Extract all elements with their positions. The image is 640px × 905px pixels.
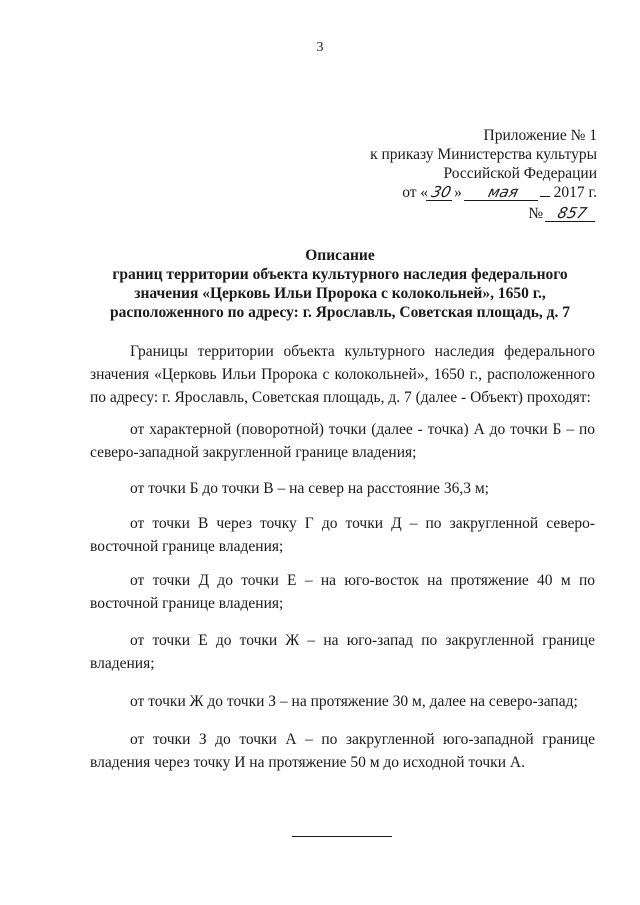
paragraph-3 [90, 477, 595, 500]
date-prefix: от « [402, 184, 429, 201]
paragraph-line: владения через точку И на протяжение 50 м до исходной точки А. [90, 754, 525, 771]
paragraph-6 [90, 629, 595, 675]
title-line-4: расположенного по адресу: г. Ярославль, Советская площадь, д. 7 [110, 304, 570, 321]
paragraph-line: от точки З до точки А – по закругленной юго-западной границе [130, 731, 595, 748]
paragraph-7 [90, 690, 595, 713]
document-title [60, 246, 620, 322]
paragraph-8 [90, 728, 595, 774]
paragraph-1 [90, 340, 595, 409]
paragraph-line: восточной границе владения; [90, 538, 284, 555]
appendix-date [370, 183, 597, 202]
date-underline [540, 196, 550, 197]
handwritten-number: 857 [545, 206, 599, 222]
date-year: 2017 г. [553, 184, 597, 201]
page-number: 3 [316, 40, 324, 55]
date-mid: » [454, 184, 462, 201]
paragraph-line: от точки Д до точки Е – на юго-восток на протяжение 40 м по [130, 572, 595, 589]
paragraph-line: от точки В через точку Г до точки Д – по закругленной северо- [130, 515, 595, 532]
handwritten-month: мая [464, 185, 542, 201]
title-line-3: значения «Церковь Ильи Пророка с колокольней», 1650 г., [134, 285, 546, 302]
paragraph-line: значения «Церковь Ильи Пророка с колокольней», 1650 г., расположенного [90, 366, 595, 383]
appendix-number [370, 204, 597, 223]
paragraph-line: от точки Б до точки В – на север на расстояние 36,3 м; [130, 480, 489, 497]
appendix-header [370, 126, 597, 223]
paragraph-line: от точки Ж до точки З – на протяжение 30 м, далее на северо-запад; [130, 693, 578, 710]
paragraph-line: по адресу: г. Ярославль, Советская площадь, д. 7 (далее - Объект) проходят: [90, 389, 591, 406]
appendix-title: Приложение № 1 [483, 127, 597, 144]
title-line-1: Описание [305, 247, 375, 264]
paragraph-line: от характерной (поворотной) точки (далее - точка) А до точки Б – по [130, 421, 595, 438]
paragraph-line: владения; [90, 655, 155, 672]
number-prefix: № [528, 205, 544, 222]
paragraph-5 [90, 569, 595, 615]
handwritten-day: 30 [426, 185, 456, 201]
paragraph-line: восточной границе владения; [90, 595, 284, 612]
paragraph-line: от точки Е до точки Ж – на юго-запад по закругленной границе [130, 632, 595, 649]
appendix-order-ref: к приказу Министерства культуры [370, 146, 597, 163]
appendix-federation: Российской Федерации [443, 165, 597, 182]
paragraph-2 [90, 418, 595, 464]
paragraph-4 [90, 512, 595, 558]
paragraph-line: Границы территории объекта культурного наследия федерального [130, 343, 595, 360]
title-line-2: границ территории объекта культурного наследия федерального [112, 266, 568, 283]
paragraph-line: северо-западной закругленной границе владения; [90, 444, 417, 461]
footer-divider [292, 836, 392, 837]
